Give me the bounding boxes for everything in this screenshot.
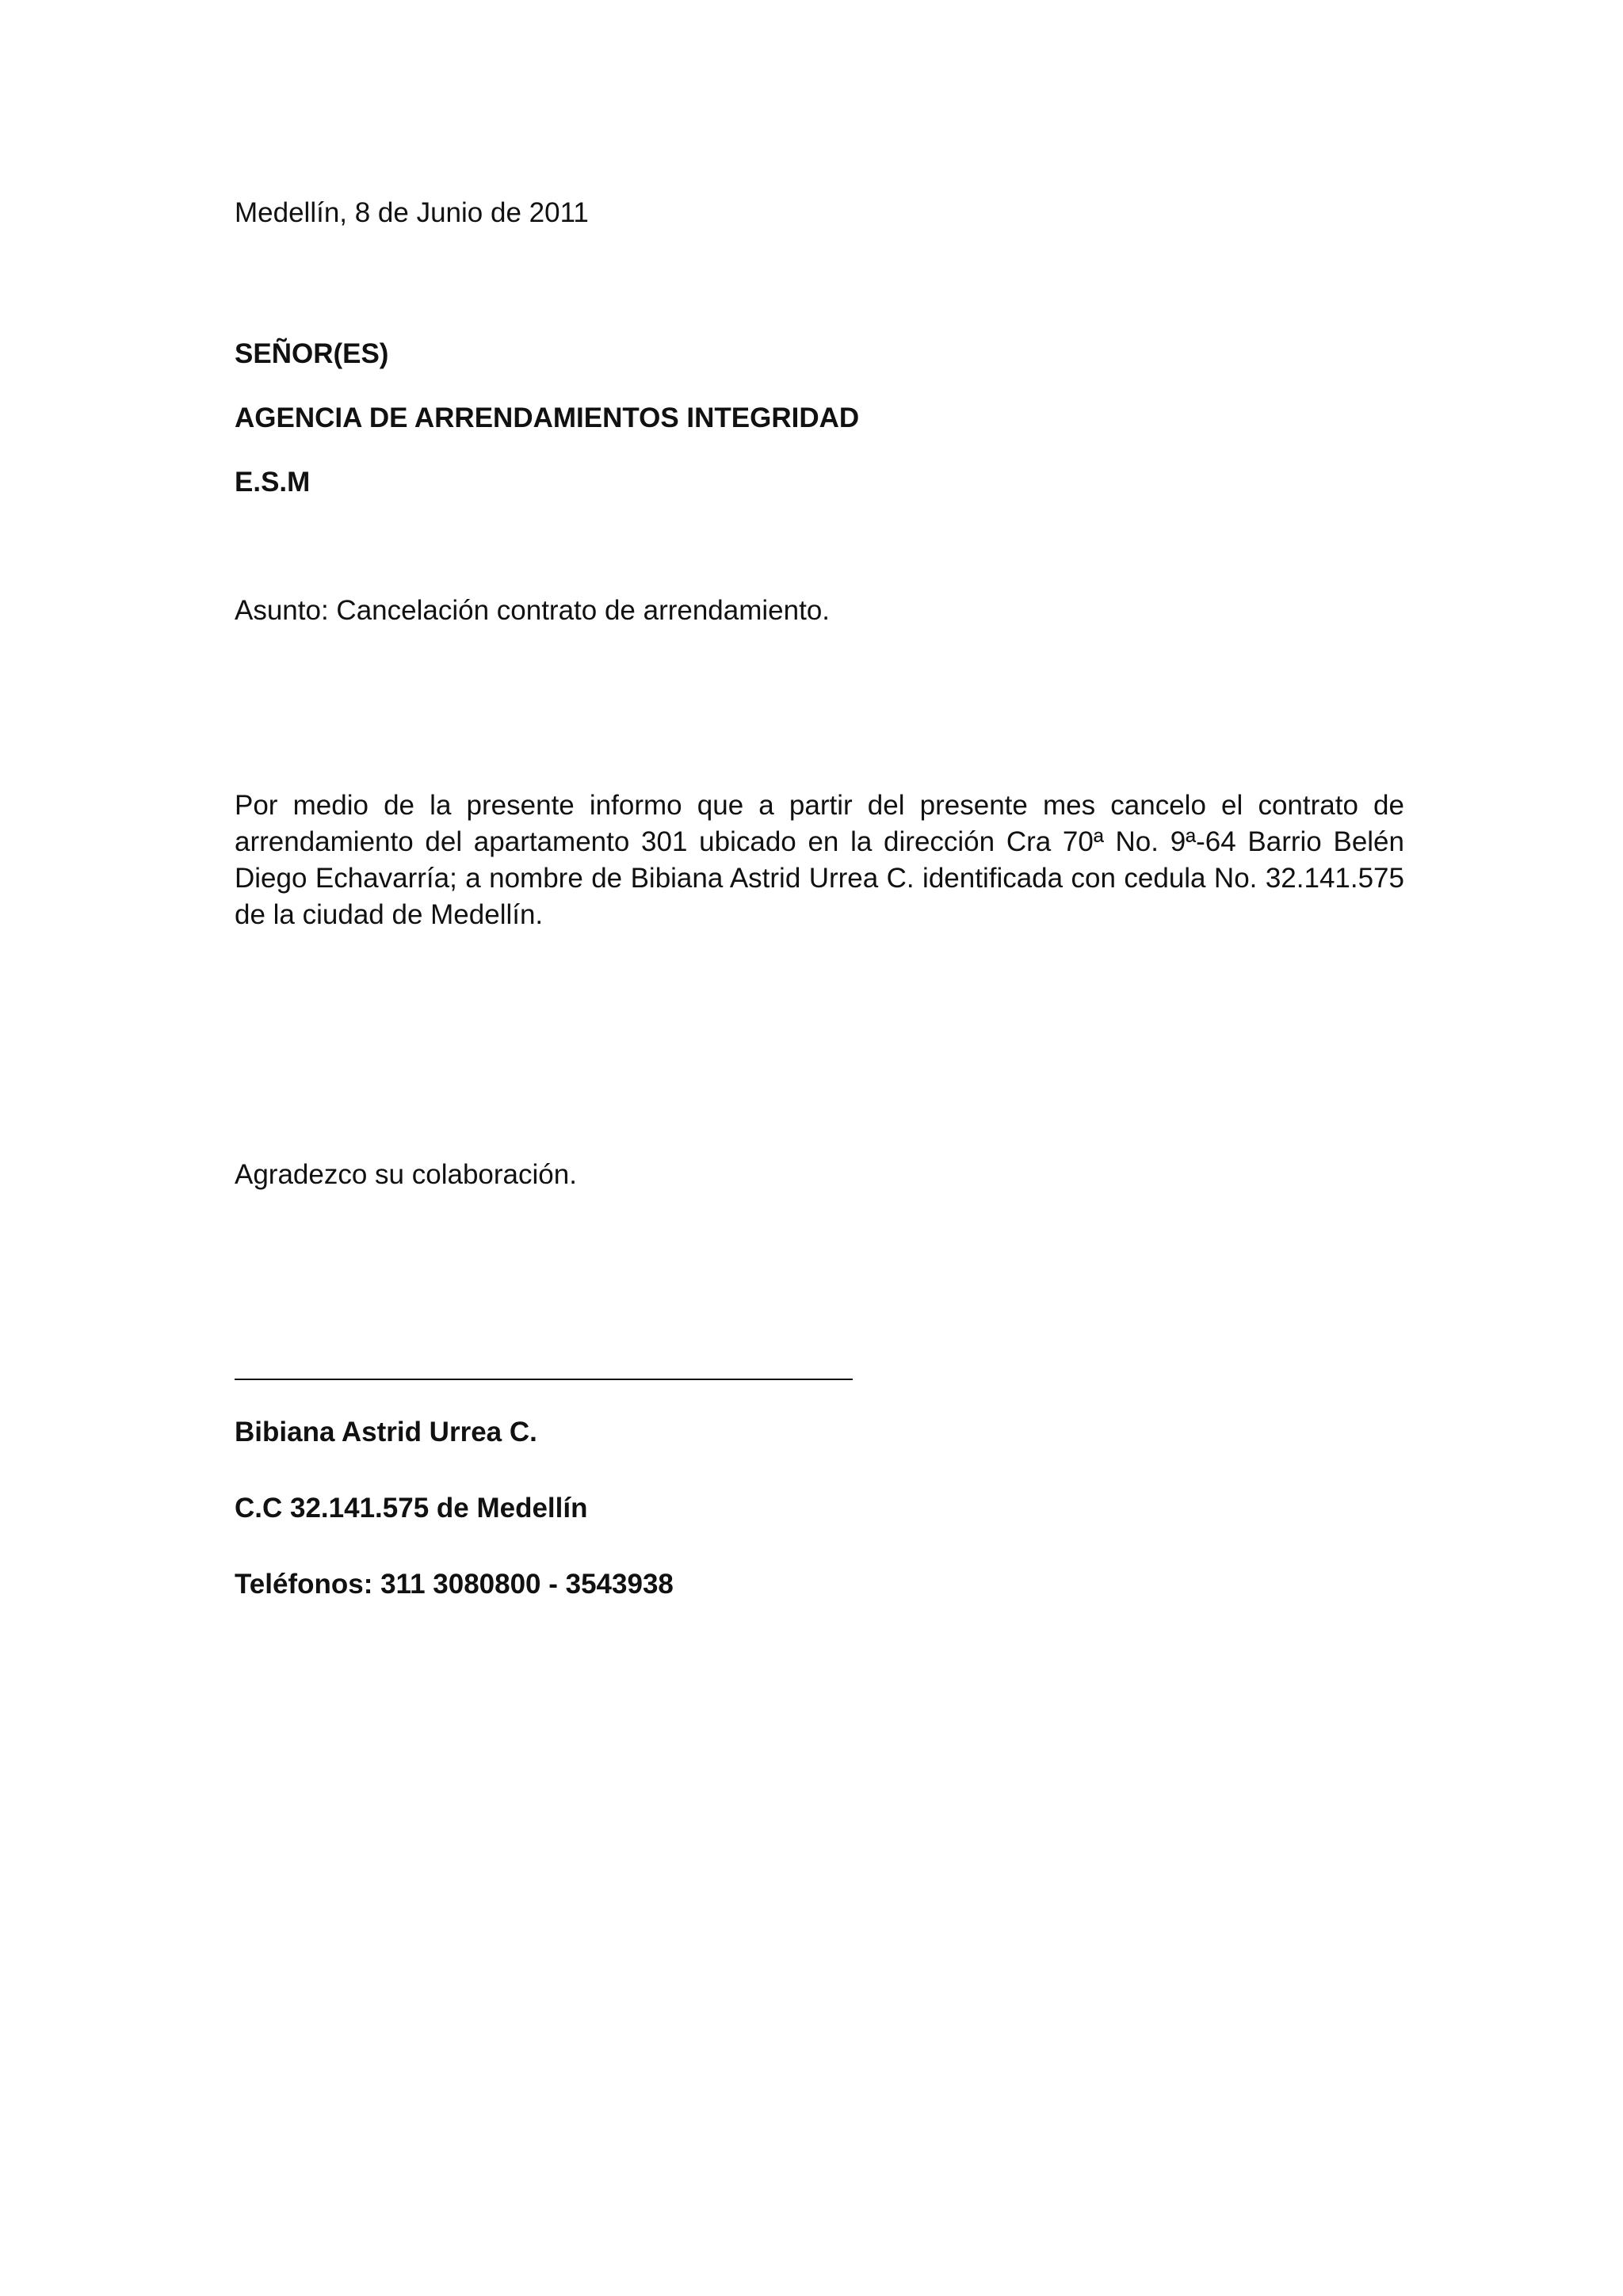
signature-line: [235, 1379, 853, 1380]
closing-line: Agradezco su colaboración.: [235, 1159, 577, 1190]
recipient-location: E.S.M: [235, 467, 311, 498]
subject-line: Asunto: Cancelación contrato de arrendamiento.: [235, 595, 831, 626]
recipient-company: AGENCIA DE ARRENDAMIENTOS INTEGRIDAD: [235, 402, 860, 433]
signer-phones: Teléfonos: 311 3080800 - 3543938: [235, 1569, 674, 1600]
body-paragraph: Por medio de la presente informo que a partir del presente mes cancelo el contrato de arrendamiento del apartamento 301 ubicado en la dirección Cra 70ª No. 9ª-64 Barrio Belén Diego Echavarría; a nombre de Bibiana Astrid Urrea C. identificada con cedula No. 32.141.575 de la ciudad de Medellín.: [235, 790, 1404, 930]
recipient-salutation: SEÑOR(ES): [235, 338, 389, 369]
signer-id: C.C 32.141.575 de Medellín: [235, 1493, 588, 1524]
signer-name: Bibiana Astrid Urrea C.: [235, 1417, 537, 1447]
date-line: Medellín, 8 de Junio de 2011: [235, 197, 589, 228]
